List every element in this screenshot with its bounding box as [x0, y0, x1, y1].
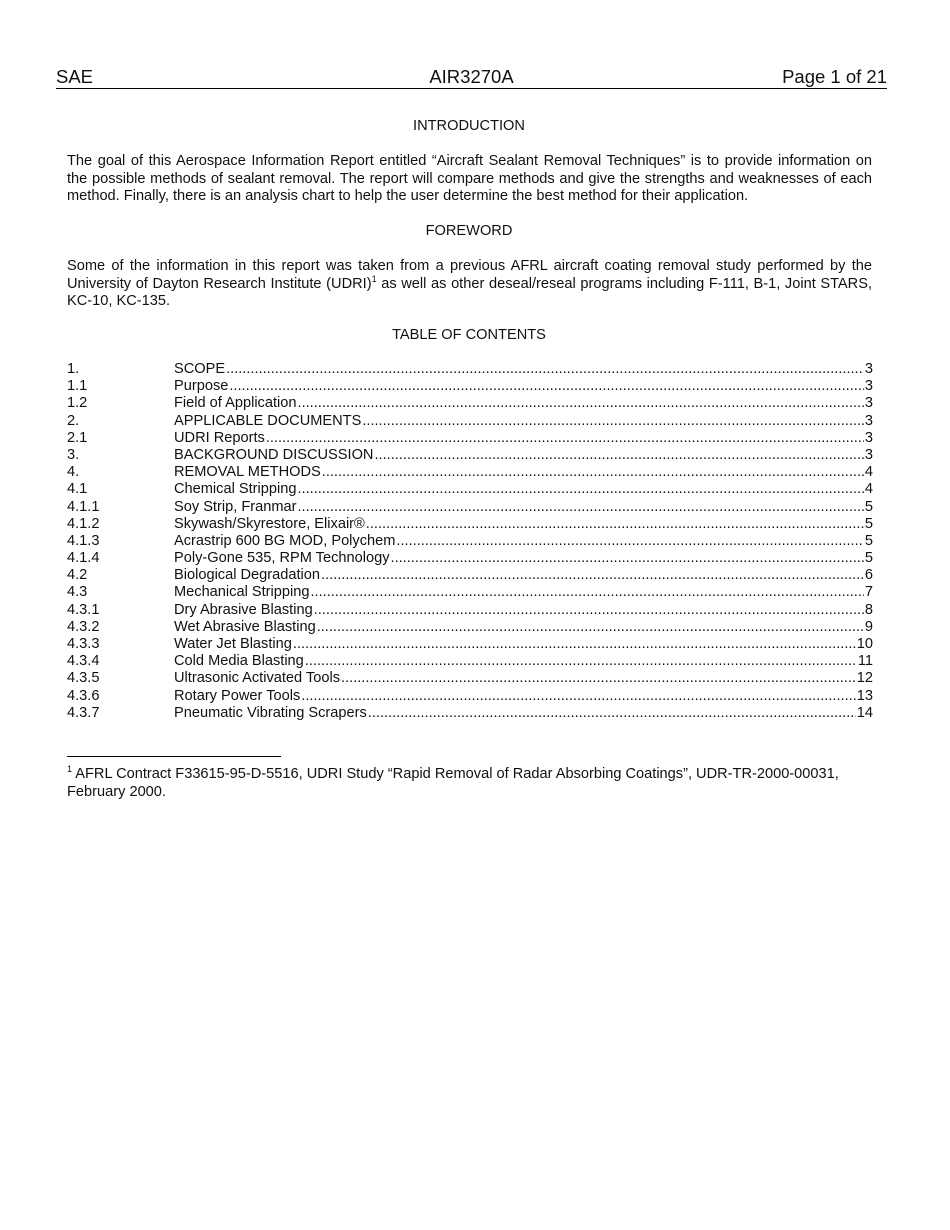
toc-entry-page: 11	[857, 653, 873, 670]
toc-entry-number: 4.3.7	[67, 704, 100, 721]
toc-entry-page: 5	[864, 532, 873, 549]
toc-entry-title[interactable]: REMOVAL METHODS	[174, 464, 321, 481]
footnote-divider	[67, 756, 281, 757]
toc-entry-page: 8	[864, 601, 873, 618]
toc-entry-title[interactable]: Dry Abrasive Blasting	[174, 601, 313, 618]
toc-entry-title[interactable]: Chemical Stripping	[174, 481, 297, 498]
page-header	[56, 66, 887, 89]
toc-entry-title[interactable]: Poly-Gone 535, RPM Technology	[174, 550, 390, 567]
foreword-text-after: as well as other deseal/reseal programs including F-111, B-1, Joint STARS, KC-10, KC-135.	[67, 275, 872, 309]
toc-entry-number: 4.3.1	[67, 601, 100, 618]
toc-entry-number: 4.	[67, 464, 80, 481]
toc-entry-page: 12	[856, 670, 873, 687]
toc-entry[interactable]	[67, 688, 873, 705]
toc-entry-leader	[297, 499, 863, 516]
toc-entry-title[interactable]: Field of Application	[174, 395, 297, 412]
toc-heading: TABLE OF CONTENTS	[392, 327, 546, 343]
toc-entry[interactable]	[67, 670, 873, 687]
toc-entry-title[interactable]: Biological Degradation	[174, 567, 321, 584]
toc-entry[interactable]	[67, 464, 873, 481]
toc-entry-leader	[310, 584, 863, 601]
toc-entry-title[interactable]: Water Jet Blasting	[174, 636, 292, 652]
header-page-number: Page 1 of 21	[782, 66, 887, 87]
toc-entry-title[interactable]: Mechanical Stripping	[174, 584, 310, 601]
toc-entry-page: 9	[864, 618, 873, 635]
toc-entry-leader	[374, 447, 863, 464]
toc-entry-page: 5	[864, 498, 873, 515]
toc-entry-number: 4.1.4	[67, 550, 100, 567]
toc-entry-leader	[229, 378, 864, 395]
toc-entry-number: 1.1	[67, 378, 88, 395]
toc-entry-page: 14	[856, 704, 873, 721]
toc-entry-leader	[297, 481, 863, 498]
toc-entry-number: 2.	[67, 412, 80, 429]
toc-entry-number: 4.1.1	[67, 498, 100, 515]
footnote-marker: 1	[67, 764, 73, 775]
toc-entry-page: 6	[864, 567, 873, 584]
toc-entry[interactable]	[67, 584, 873, 601]
toc-entry[interactable]	[67, 653, 873, 670]
toc-entry-title[interactable]: APPLICABLE DOCUMENTS	[174, 412, 362, 429]
toc-entry-number: 2.1	[67, 429, 88, 446]
toc-entry-number: 1.	[67, 361, 80, 377]
toc-entry-page: 3	[864, 412, 873, 429]
toc-entry-page: 13	[856, 687, 873, 704]
toc-entry-leader	[298, 395, 864, 412]
toc-entry-page: 3	[864, 361, 873, 377]
toc-entry[interactable]	[67, 619, 873, 636]
toc-entry[interactable]	[67, 413, 873, 430]
toc-entry[interactable]	[67, 430, 873, 447]
introduction-heading: INTRODUCTION	[413, 118, 525, 134]
toc-entry-number: 4.3.4	[67, 653, 100, 670]
toc-entry-leader	[314, 602, 864, 619]
toc-entry-number: 4.2	[67, 567, 88, 584]
toc-entry-number: 4.3.2	[67, 618, 100, 635]
toc-entry[interactable]	[67, 481, 873, 498]
toc-entry-title[interactable]: Wet Abrasive Blasting	[174, 618, 316, 635]
toc-entry-title[interactable]: Cold Media Blasting	[174, 653, 304, 670]
toc-entry-leader	[305, 653, 857, 670]
header-org: SAE	[56, 66, 94, 87]
toc-entry[interactable]	[67, 378, 873, 395]
toc-entry-page: 3	[864, 446, 873, 463]
toc-entry-page: 10	[856, 636, 873, 652]
toc-entry-page: 4	[864, 464, 873, 481]
toc-entry-number: 4.3	[67, 584, 88, 601]
toc-entry-page: 5	[864, 550, 873, 567]
toc-entry[interactable]	[67, 705, 873, 722]
toc-entry-title[interactable]: Soy Strip, Franmar	[174, 498, 297, 515]
toc-entry[interactable]	[67, 550, 873, 567]
table-of-contents	[67, 361, 873, 722]
foreword-paragraph	[67, 258, 872, 311]
toc-entry-page: 7	[864, 584, 873, 601]
toc-entry-leader	[301, 688, 856, 705]
introduction-paragraph: The goal of this Aerospace Information Report entitled “Aircraft Sealant Removal Techniques” is to provide information on the possible methods of sealant removal. The report will compare methods and give the strengths and weaknesses of each method. Finally, there is an analysis chart to help the user determine the best method for their application.	[67, 153, 872, 204]
toc-entry-leader	[322, 464, 864, 481]
toc-entry-leader	[366, 516, 864, 533]
toc-entry-leader	[391, 550, 864, 567]
toc-entry-page: 3	[864, 378, 873, 395]
toc-entry-title[interactable]: Purpose	[174, 378, 229, 395]
toc-entry-number: 4.1	[67, 481, 88, 498]
foreword-text-before: Some of the information in this report was taken from a previous AFRL aircraft coating removal study performed by the University of Dayton Research Institute (UDRI)	[67, 258, 872, 292]
foreword-heading: FOREWORD	[425, 223, 513, 239]
toc-entry-title[interactable]: SCOPE	[174, 361, 226, 377]
toc-entry[interactable]	[67, 567, 873, 584]
toc-entry[interactable]	[67, 447, 873, 464]
toc-entry-number: 3.	[67, 446, 80, 463]
toc-entry[interactable]	[67, 395, 873, 412]
toc-entry-page: 3	[864, 395, 873, 412]
toc-entry-title[interactable]: Rotary Power Tools	[174, 687, 301, 704]
toc-entry[interactable]	[67, 636, 873, 653]
toc-entry-title[interactable]: Ultrasonic Activated Tools	[174, 670, 341, 687]
toc-entry-title[interactable]: BACKGROUND DISCUSSION	[174, 446, 374, 463]
toc-entry[interactable]	[67, 602, 873, 619]
toc-entry[interactable]	[67, 499, 873, 516]
toc-entry-leader	[362, 413, 864, 430]
toc-entry[interactable]	[67, 516, 873, 533]
toc-entry-leader	[266, 430, 864, 447]
toc-entry-page: 5	[864, 515, 873, 532]
toc-entry-number: 1.2	[67, 395, 88, 412]
toc-entry-leader	[368, 705, 856, 722]
toc-entry-number: 4.1.3	[67, 532, 100, 549]
toc-entry-leader	[396, 533, 863, 550]
toc-entry[interactable]	[67, 533, 873, 550]
toc-entry[interactable]	[67, 361, 873, 378]
toc-entry-number: 4.3.6	[67, 687, 100, 704]
toc-entry-title[interactable]: UDRI Reports	[174, 429, 265, 446]
toc-entry-title[interactable]: Acrastrip 600 BG MOD, Polychem	[174, 532, 396, 549]
footnote-reference[interactable]: 1	[371, 273, 377, 284]
toc-entry-leader	[317, 619, 864, 636]
toc-entry-leader	[226, 361, 864, 378]
footnote	[67, 765, 872, 801]
toc-entry-number: 4.1.2	[67, 515, 100, 532]
toc-entry-title[interactable]: Pneumatic Vibrating Scrapers	[174, 704, 367, 721]
toc-entry-page: 4	[864, 481, 873, 498]
toc-entry-page: 3	[864, 429, 873, 446]
footnote-text: AFRL Contract F33615-95-D-5516, UDRI Study “Rapid Removal of Radar Absorbing Coatings”, UDR-TR-2000-00031, February 2000.	[67, 766, 839, 800]
toc-entry-leader	[293, 636, 856, 653]
toc-entry-leader	[341, 670, 856, 687]
toc-entry-number: 4.3.3	[67, 636, 100, 652]
toc-entry-leader	[321, 567, 864, 584]
header-document-number: AIR3270A	[429, 66, 514, 87]
toc-entry-number: 4.3.5	[67, 670, 100, 687]
toc-entry-title[interactable]: Skywash/Skyrestore, Elixair®	[174, 515, 365, 532]
